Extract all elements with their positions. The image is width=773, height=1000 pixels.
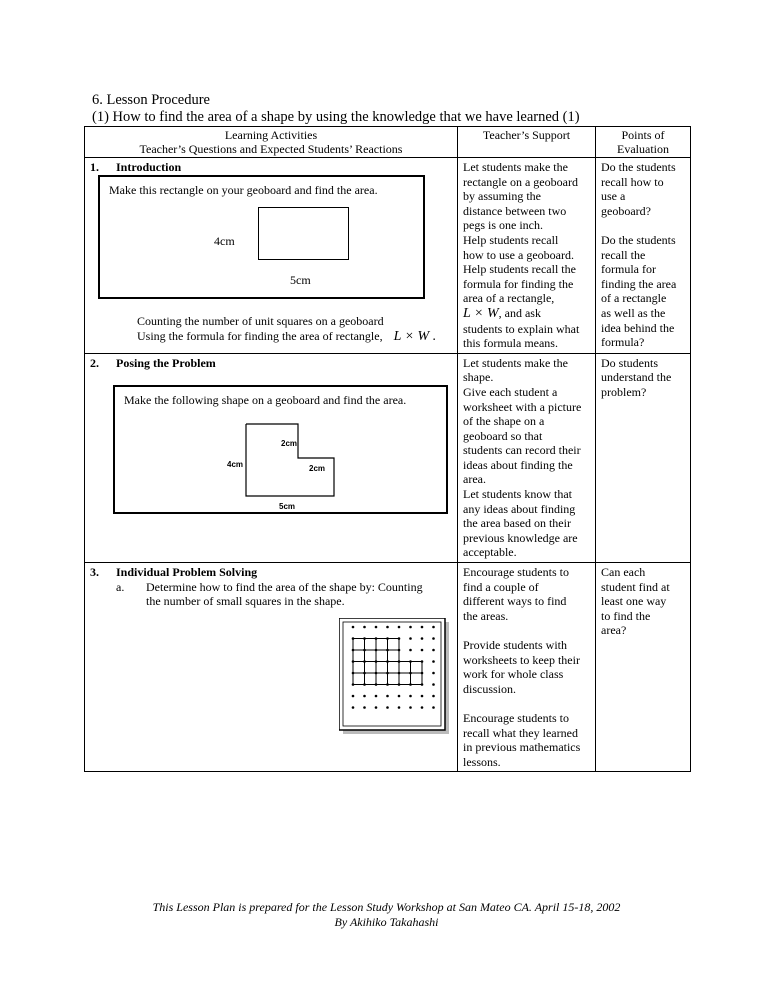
row3-title-text: Individual Problem Solving (116, 565, 258, 580)
row1-eval-line-2: use a (601, 189, 626, 204)
row3-support-line-1: find a couple of (463, 579, 539, 594)
row2-eval-line-0: Do students (601, 355, 658, 370)
row1-support-line-8: formula for finding the (463, 276, 574, 291)
row2-support-line-9: Let students know that (463, 487, 572, 502)
l-shape-label-top: 2cm (281, 438, 298, 448)
rectangle-width-label: 5cm (290, 273, 311, 287)
l-shape-figure (245, 423, 337, 499)
geoboard-peg (363, 706, 366, 709)
geoboard-peg (375, 695, 378, 698)
geoboard-peg (432, 683, 435, 686)
table-row (85, 158, 691, 354)
row3-activities (85, 563, 458, 772)
rectangle-shape (258, 207, 349, 260)
header-activities-line1: Learning Activities (224, 128, 318, 142)
row1-eval-line-6: recall the (601, 247, 646, 262)
row1-formula: L × W . (393, 329, 437, 344)
row3-support-spacer-2 (463, 696, 590, 711)
row3-support-line-3: the areas. (463, 608, 509, 623)
geoboard-peg (398, 706, 401, 709)
table-row (85, 353, 691, 562)
row3-eval-line-3: to find the (601, 608, 651, 623)
row3-item-line1: Determine how to find the area of the shape by: Counting (146, 579, 423, 594)
row2-support-line-7: ideas about finding the (463, 457, 573, 472)
header-support (458, 127, 596, 158)
geoboard-peg (409, 695, 412, 698)
row1-reaction-formula-text: Using the formula for finding the area of rectangle, (137, 329, 383, 343)
row1-activities (85, 158, 458, 354)
row1-eval-line-0: Do the students (601, 160, 676, 174)
l-shape-label-width: 5cm (279, 501, 296, 511)
footer-line2: By Akihiko Takahashi (334, 915, 439, 929)
row1-support-formula: L × W (463, 305, 499, 321)
row2-support-line-0: Let students make the (463, 355, 568, 370)
geoboard-peg (421, 626, 424, 629)
header-activities-line2: Teacher’s Questions and Expected Students’ Reactions (139, 142, 403, 156)
geoboard-peg (363, 695, 366, 698)
geoboard-peg (421, 706, 424, 709)
geoboard-peg (421, 695, 424, 698)
row3-number: 3. (90, 565, 99, 580)
rectangle-task-box (98, 175, 425, 299)
row2-support-line-2: Give each student a (463, 384, 558, 399)
geoboard-peg (432, 695, 435, 698)
row1-eval-line-5: Do the students (601, 232, 676, 247)
geoboard-peg (352, 706, 355, 709)
row1-support-line-6: how to use a geoboard. (463, 247, 574, 262)
row1-support-line-7: Help students recall the (463, 262, 576, 277)
row1-support-line-2: by assuming the (463, 189, 541, 204)
geoboard-peg (409, 649, 412, 652)
row1-support-line-0: Let students make the (463, 160, 568, 174)
row2-support-line-12: previous knowledge are (463, 530, 578, 545)
l-shape-label-right: 2cm (309, 463, 326, 473)
geoboard-peg (432, 660, 435, 663)
footer-line1: This Lesson Plan is prepared for the Lesson Study Workshop at San Mateo CA. April 15-18, 2002 (152, 900, 621, 914)
row1-eval-line-11: idea behind the (601, 320, 675, 335)
row2-number: 2. (90, 355, 99, 370)
row2-support-line-4: of the shape on a (463, 414, 545, 429)
row2-support-line-5: geoboard so that (463, 428, 543, 443)
row1-support-line-4: pegs is one inch. (463, 218, 543, 233)
l-shape-task-box (113, 385, 448, 514)
row3-evaluation (596, 563, 691, 772)
row3-item-letter: a. (116, 579, 125, 594)
l-shape-label-height: 4cm (227, 459, 244, 469)
geoboard-peg (432, 672, 435, 675)
row2-title-text: Posing the Problem (116, 355, 216, 370)
row1-eval-line-1: recall how to (601, 174, 664, 189)
row1-support-line-11: this formula means. (463, 336, 558, 351)
row1-title (90, 160, 452, 175)
row1-eval-line-10: as well as the (601, 305, 666, 320)
row2-title (90, 356, 452, 371)
header-activities (85, 127, 458, 158)
row1-support-line-1: rectangle on a geoboard (463, 174, 578, 189)
row1-title-text: Introduction (116, 160, 182, 174)
row1-eval-line-12: formula? (601, 335, 645, 350)
row3-support-line-2: different ways to find (463, 594, 567, 609)
subheading: (1) How to find the area of a shape by using the knowledge that we have learned (1) (92, 109, 580, 125)
row2-eval-line-1: understand the (601, 370, 672, 385)
row3-eval-line-0: Can each (601, 565, 646, 580)
row1-eval-spacer (601, 218, 685, 233)
row3-support-line-6: worksheets to keep their (463, 652, 580, 667)
row3-support (458, 563, 596, 772)
row3-support-spacer-1 (463, 623, 590, 638)
row2-support-line-10: any ideas about finding (463, 501, 576, 516)
row2-support-line-8: area. (463, 472, 486, 487)
row1-eval-line-7: formula for (601, 262, 656, 277)
row3-item-a (90, 580, 452, 609)
geoboard-peg (432, 649, 435, 652)
row1-number: 1. (90, 160, 99, 174)
row1-eval-line-8: finding the area (601, 276, 677, 291)
row2-support-line-13: acceptable. (463, 545, 517, 560)
row2-support-line-6: students can record their (463, 443, 581, 458)
row2-support-line-3: worksheet with a picture (463, 399, 582, 414)
row1-support-formula-line (463, 306, 590, 322)
header-support-label: Teacher’s Support (482, 128, 571, 142)
table-header-row (85, 127, 691, 158)
geoboard-peg (432, 706, 435, 709)
lesson-procedure-table (84, 126, 691, 772)
row1-reaction-counting: Counting the number of unit squares on a geoboard (137, 314, 384, 328)
row1-reaction-formula (137, 329, 436, 345)
row3-title (90, 565, 452, 580)
geoboard-peg (386, 626, 389, 629)
row2-support-line-11: the area based on their (463, 516, 571, 531)
geoboard-peg (386, 695, 389, 698)
row3-support-line-12: in previous mathematics (463, 740, 581, 755)
l-shape-task-text: Make the following shape on a geoboard and find the area. (124, 392, 407, 407)
row3-support-line-5: Provide students with (463, 638, 567, 652)
row1-support-tail: , and ask (498, 305, 541, 320)
geoboard-peg (421, 649, 424, 652)
row1-eval-line-3: geoboard? (601, 203, 651, 218)
row1-support-line-9: area of a rectangle, (463, 291, 555, 306)
header-evaluation (596, 127, 691, 158)
row3-support-line-7: work for whole class (463, 667, 564, 682)
geoboard-peg (398, 695, 401, 698)
geoboard-peg (352, 626, 355, 629)
geoboard-peg (409, 637, 412, 640)
row1-support-line-3: distance between two (463, 203, 567, 218)
row3-support-line-13: lessons. (463, 754, 501, 769)
geoboard-grid-figure (339, 618, 453, 738)
row2-evaluation (596, 353, 691, 562)
geoboard-peg (398, 626, 401, 629)
rectangle-height-label: 4cm (214, 234, 235, 248)
row2-support (458, 353, 596, 562)
row3-support-line-11: recall what they learned (463, 725, 578, 740)
header-evaluation-line1: Points of (621, 128, 665, 142)
row2-eval-line-2: problem? (601, 384, 647, 399)
row1-eval-line-9: of a rectangle (601, 291, 667, 306)
geoboard-peg (352, 695, 355, 698)
row1-support-line-10: students to explain what (463, 321, 580, 336)
geoboard-peg (409, 706, 412, 709)
row3-support-line-8: discussion. (463, 681, 517, 696)
geoboard-peg (432, 637, 435, 640)
row1-evaluation (596, 158, 691, 354)
row1-support-line-5: Help students recall (463, 232, 559, 247)
geoboard-peg (386, 706, 389, 709)
table-row (85, 563, 691, 772)
rectangle-task-text: Make this rectangle on your geoboard and find the area. (109, 183, 378, 197)
geoboard-peg (375, 706, 378, 709)
geoboard-peg (421, 637, 424, 640)
geoboard-peg (432, 626, 435, 629)
geoboard-peg (375, 626, 378, 629)
geoboard-peg (363, 626, 366, 629)
row3-support-line-10: Encourage students to (463, 710, 569, 725)
row3-eval-line-2: least one way (601, 594, 667, 609)
row2-activities (85, 353, 458, 562)
section-heading: 6. Lesson Procedure (92, 92, 210, 108)
row2-support-line-1: shape. (463, 370, 494, 385)
row3-support-line-0: Encourage students to (463, 565, 569, 580)
row3-eval-line-1: student find at (601, 579, 670, 594)
geoboard-peg (409, 626, 412, 629)
row3-eval-line-4: area? (601, 623, 627, 638)
row1-support (458, 158, 596, 354)
row3-item-line2: the number of small squares in the shape. (146, 594, 345, 609)
header-evaluation-line2: Evaluation (617, 142, 669, 156)
